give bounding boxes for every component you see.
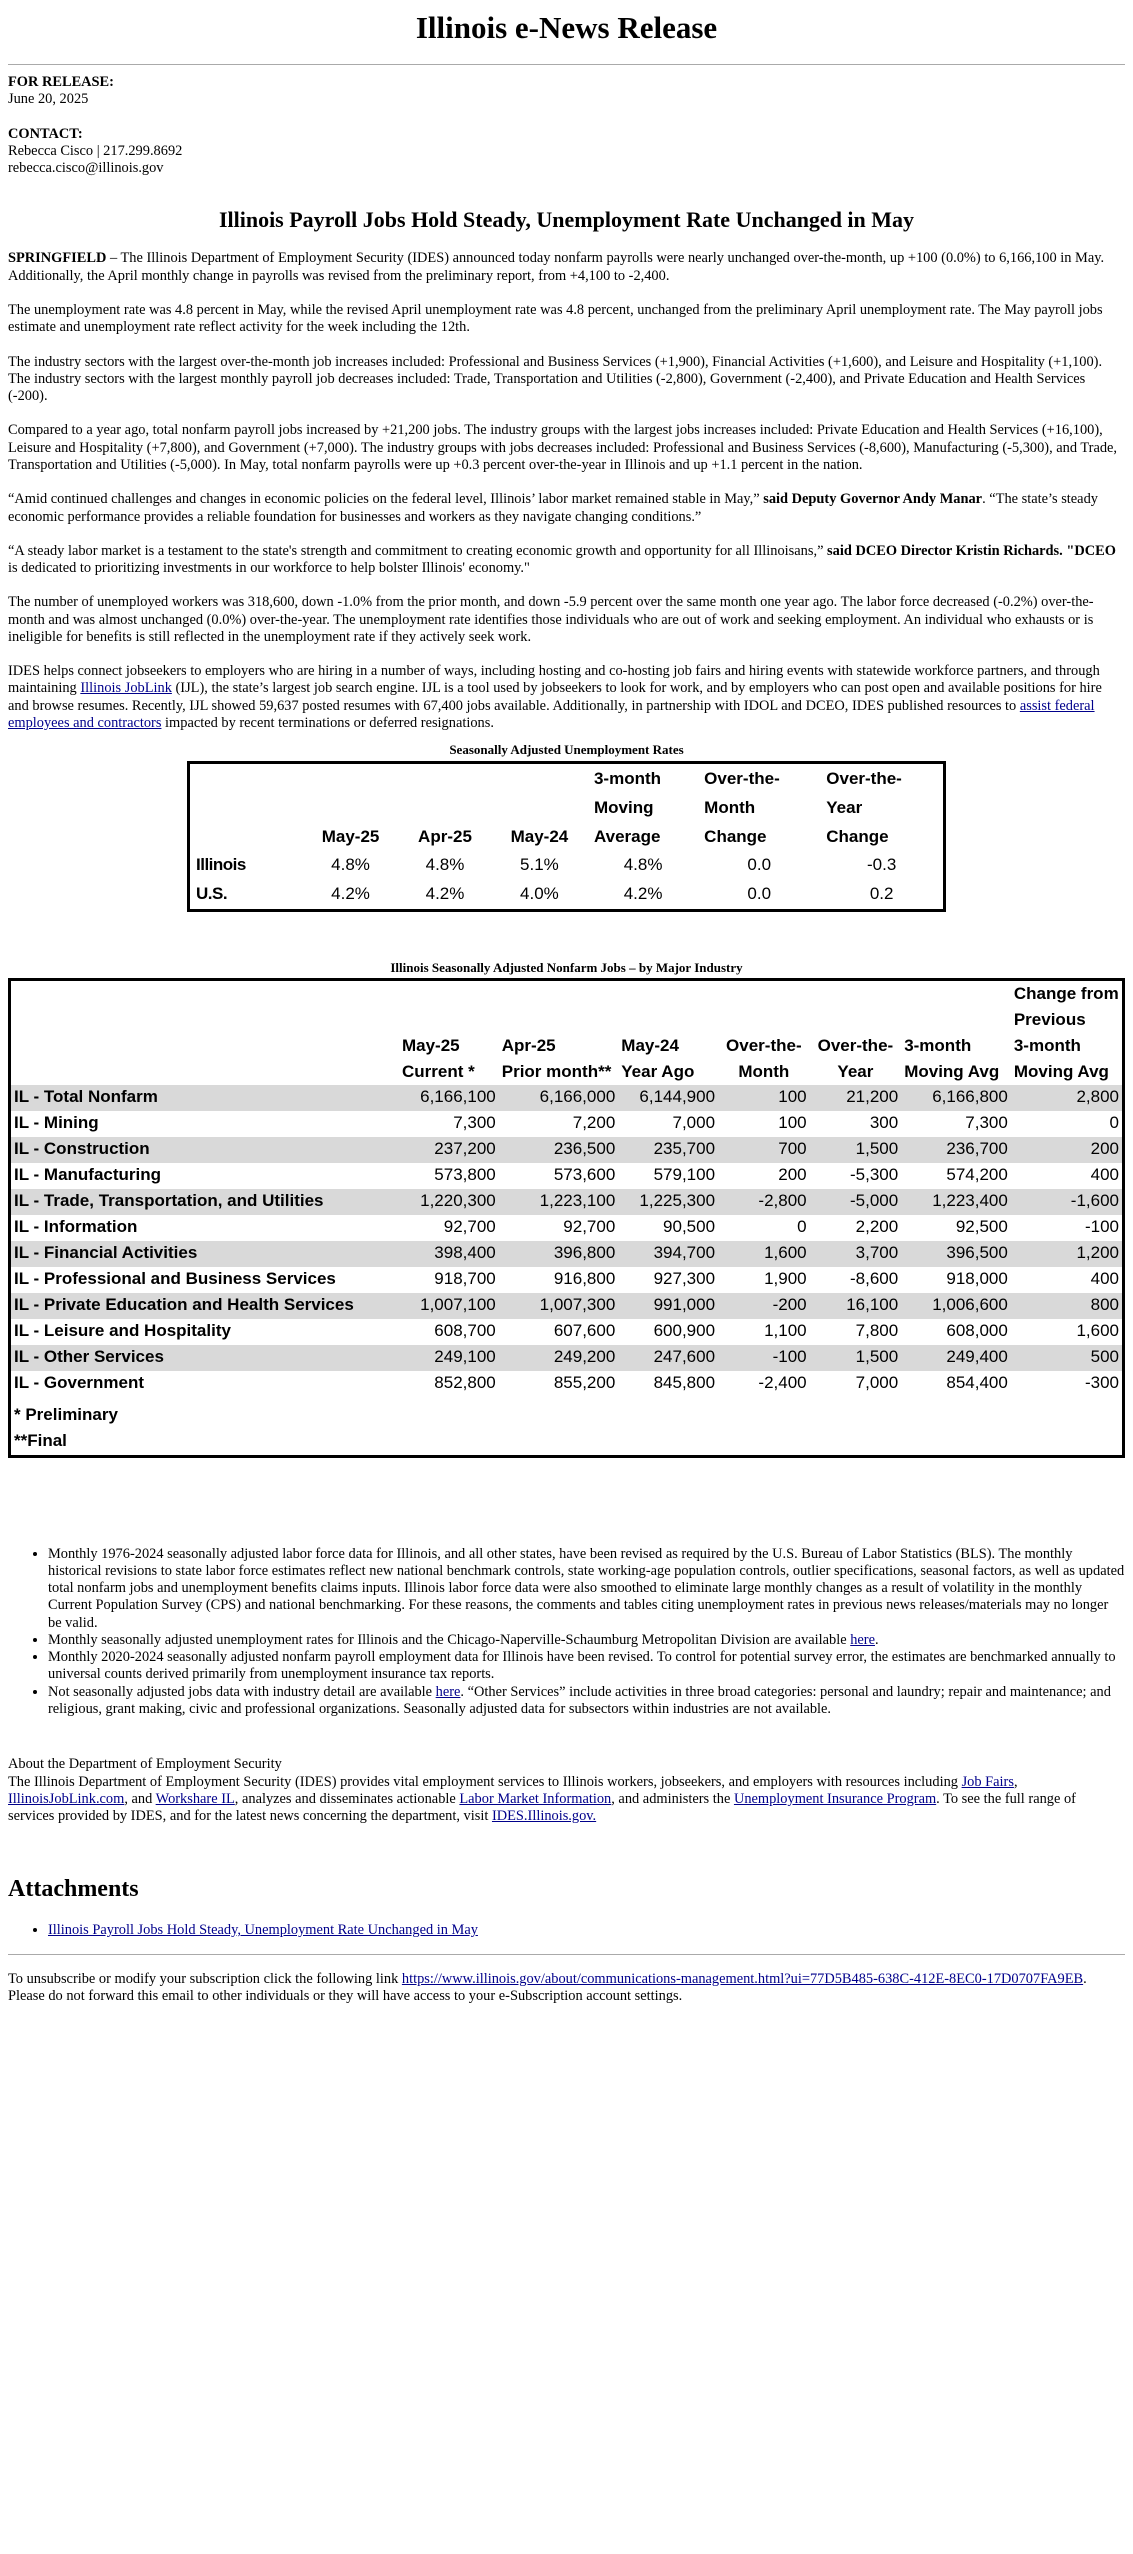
table-row (10, 1111, 1124, 1137)
table-header-row (189, 762, 945, 851)
table-cell: 100 (778, 1113, 807, 1133)
table-cell: 1,900 (764, 1269, 807, 1289)
row-label: IL - Other Services (10, 1345, 399, 1371)
contact-name-phone: Rebecca Cisco | 217.299.8692 (8, 142, 183, 159)
table-cell: 1,600 (1076, 1321, 1119, 1341)
row-label: IL - Government (14, 1373, 145, 1393)
table-cell: 852,800 (434, 1373, 496, 1393)
illinoisjoblink-link[interactable]: IllinoisJobLink.com (8, 1790, 125, 1807)
table-cell: -2,800 (718, 1189, 810, 1215)
table-row (10, 1267, 1124, 1293)
page-title: Illinois e-News Release (415, 10, 718, 45)
table-cell: 396,500 (901, 1241, 1011, 1267)
column-header: Over-the- Year Change (826, 768, 902, 846)
table-cell: 1,100 (764, 1321, 807, 1341)
table-cell: 4.2% (425, 884, 465, 904)
paragraph-ides-services: IDES helps connect jobseekers to employers who are hiring in a number of ways, including hosting and co-hosting job fairs and hiring events with statewide workforce partners, and through maintaining Illinois JobLink (IJL), the state’s largest job search engine. IJL is a tool used by jobseekers to look for work, and by employers who can post open and available positions for hire and browse resumes. Recently, IJL showed 59,637 posted resumes with 67,400 jobs available. Additionally, in partnership with IDOL and DCEO, IDES published resources to assist federal employees and contractors impacted by recent terminations or deferred resignations. (8, 663, 1102, 732)
table-cell: 0 (1109, 1113, 1119, 1133)
footnote-final: **Final (14, 1431, 67, 1451)
unsubscribe-text: To unsubscribe or modify your subscription click the following link https://www.illinois.gov/about/communications-management.html?ui=77D5B485-638C-412E-8EC0-17D0707FA9EB. Please do not forward this email to other individuals or they will have access to your e-Subscription account settings. (8, 1970, 1087, 2004)
release-label: FOR RELEASE: (8, 74, 114, 90)
table-cell: 916,800 (553, 1269, 616, 1289)
table-cell: 0.0 (747, 884, 772, 904)
table-cell: -100 (1084, 1217, 1119, 1237)
about-text: The Illinois Department of Employment Security (IDES) provides vital employment services to Illinois workers, jobseekers, and employers with resources including Job Fairs, IllinoisJobLink.com, and Workshare IL, analyzes and disseminates actionable Labor Market Information, and administers the Unemployment Insurance Program. To see the full range of services provided by IDES, and for the latest news concerning the department, visit IDES.Illinois.gov. (8, 1773, 1076, 1825)
table-cell: 918,000 (946, 1269, 1008, 1289)
table-cell: 398,400 (399, 1241, 499, 1267)
table-cell: -5,000 (810, 1189, 902, 1215)
table-cell: 249,200 (499, 1345, 619, 1371)
table-row (10, 1319, 1124, 1345)
table-cell: -300 (1084, 1373, 1119, 1393)
footnote-row (10, 1429, 1124, 1457)
table-cell: 800 (1011, 1293, 1124, 1319)
table-cell: 4.2% (331, 884, 370, 904)
note-labor-force-revisions: • Monthly 1976-2024 seasonally adjusted labor force data for Illinois, and all other states, have been revised as required by the U.S. Bureau of Labor Statistics (BLS). The monthly historical revisions to state labor force estimates reflect new national benchmark controls, state working-age population controls, outlier specifications, seasonal factors, as well as updated total nonfarm jobs and unemployment benefits claims inputs. Illinois labor force data were also smoothed to eliminate large monthly changes as a result of volatility in the monthly Current Population Survey (CPS) and national benchmarking. For these reasons, the comments and tables citing unemployment rates in previous news releases/materials may no longer be valid. (48, 1546, 1125, 1632)
table-row (189, 851, 945, 880)
column-header: Over-the- Month Change (704, 768, 780, 846)
column-header (10, 979, 399, 1085)
table-row (10, 1189, 1124, 1215)
table-cell: 90,500 (663, 1217, 716, 1237)
notes-list (8, 1546, 1125, 1719)
table-cell: 2,800 (1011, 1085, 1124, 1111)
release-info (8, 74, 1125, 177)
table-cell: 4.8% (623, 855, 663, 875)
column-header (189, 762, 303, 851)
table-cell: 608,000 (946, 1321, 1008, 1341)
table-cell: 5.1% (520, 855, 559, 875)
table-cell: 608,700 (434, 1321, 496, 1341)
row-label: IL - Mining (14, 1113, 99, 1133)
row-label: IL - Construction (10, 1137, 399, 1163)
table-cell: 1,223,400 (901, 1189, 1011, 1215)
row-label: IL - Private Education and Health Services (10, 1293, 399, 1319)
table-cell: 579,100 (653, 1165, 716, 1185)
table-cell: 4.8% (331, 855, 370, 875)
table-row (10, 1163, 1124, 1189)
unemployment-rates-here-link[interactable]: here (850, 1631, 875, 1648)
table-cell: 249,400 (901, 1345, 1011, 1371)
row-label: Illinois (196, 855, 246, 875)
table-cell: 100 (718, 1085, 810, 1111)
table-cell: 7,000 (672, 1113, 716, 1133)
row-label: IL - Manufacturing (14, 1165, 162, 1185)
ides-website-link[interactable]: IDES.Illinois.gov. (491, 1808, 597, 1825)
labor-market-information-link[interactable]: Labor Market Information (459, 1790, 612, 1807)
note-industry-detail: • Not seasonally adjusted jobs data with industry detail are available here. “Other Services” include activities in three broad categories: personal and laundry; repair and maintenance; and religious, grant making, civic and professional organizations. Seasonally adjusted data for subsectors within industries are not available. (48, 1684, 1125, 1719)
column-header: May-24 Year Ago (621, 1035, 695, 1081)
column-header: Apr-25 Prior month** (501, 1035, 612, 1081)
column-header: 3-month Moving Avg (904, 1035, 1000, 1081)
table-cell: -200 (718, 1293, 810, 1319)
table-cell: 500 (1011, 1345, 1124, 1371)
table-cell: 0.2 (869, 884, 894, 904)
table-cell: 1,600 (718, 1241, 810, 1267)
column-header: Apr-25 (418, 826, 472, 846)
table-row (10, 1371, 1124, 1397)
table-cell: 1,006,600 (901, 1293, 1011, 1319)
table-cell: 845,800 (653, 1373, 716, 1393)
illinois-joblink-link[interactable]: Illinois JobLink (80, 680, 172, 697)
table-cell: 6,166,100 (399, 1085, 499, 1111)
column-header: 3-month Moving Average (593, 768, 662, 846)
table-cell: 600,900 (653, 1321, 716, 1341)
paragraph-unemployed-workers: The number of unemployed workers was 318,600, down -1.0% from the prior month, and down -5.9 percent over the same month one year ago. The labor force decreased (-0.2%) over-the-month and was almost unchanged (0.0%) over-the-year. The unemployment rate identifies those individuals who are out of work and seeking employment. An individual who exhausts or is ineligible for benefits is still reflected in the unemployment rate if they actively seek work. (8, 594, 1094, 645)
table-cell: 1,500 (810, 1345, 902, 1371)
note-unemployment-rates: • Monthly seasonally adjusted unemployment rates for Illinois and the Chicago-Naperville-Schaumburg Metropolitan Division are available here. (48, 1632, 1125, 1649)
jobs-table-body (10, 1085, 1124, 1397)
table-row (10, 1085, 1124, 1111)
table-cell: 300 (869, 1113, 899, 1133)
table-cell: 854,400 (946, 1373, 1008, 1393)
footnote-preliminary: * Preliminary (14, 1405, 118, 1425)
table-cell: 92,700 (443, 1217, 496, 1237)
table-cell: 249,100 (399, 1345, 499, 1371)
table-row (189, 880, 945, 911)
row-label: IL - Information (14, 1217, 138, 1237)
table-cell: 7,800 (855, 1321, 899, 1341)
attachments-list (8, 1922, 1125, 1939)
row-label: IL - Total Nonfarm (10, 1085, 399, 1111)
workshare-il-link[interactable]: Workshare IL (155, 1790, 235, 1807)
table-cell: 4.2% (623, 884, 663, 904)
column-header: Over-the- Year (817, 1035, 894, 1081)
table-cell: 235,700 (618, 1137, 718, 1163)
paragraph-yearly-sectors: Compared to a year ago, total nonfarm payroll jobs increased by +21,200 jobs. The industry groups with the largest jobs increases included: Private Education and Health Services (+16,100), Leisure and Hospitality (+7,800), and Government (+7,000). The industry groups with jobs decreases included: Professional and Business Services (-8,600), Manufacturing (-5,300), and Trade, Transportation and Utilities (-5,000). In May, total nonfarm payrolls were up +0.3 percent over-the-year in Illinois and up +1.1 percent in the nation. (8, 422, 1118, 473)
table-cell: 1,225,300 (618, 1189, 718, 1215)
table-header-row (10, 979, 1124, 1085)
email-body (8, 0, 1125, 2005)
about-title: About the Department of Employment Security (8, 1756, 282, 1773)
contact-email: rebecca.cisco@illinois.gov (8, 160, 164, 177)
table-cell: 396,800 (499, 1241, 619, 1267)
paragraph-unemployment-rate: The unemployment rate was 4.8 percent in May, while the revised April unemployment rate was 4.8 percent, unchanged from the preliminary April unemployment rate. The May payroll jobs estimate and unemployment rate reflect activity for the week including the 12th. (8, 301, 1103, 336)
table-cell: 6,144,900 (618, 1085, 718, 1111)
table-cell: 7,300 (965, 1113, 1008, 1133)
table-cell: 21,200 (810, 1085, 902, 1111)
table-cell: 4.0% (520, 884, 559, 904)
paragraph-intro: SPRINGFIELD – The Illinois Department of Employment Security (IDES) announced today nonfarm payrolls were nearly unchanged over-the-month, up +100 (0.0%) to 6,166,100 in May. Additionally, the April monthly change in payrolls was revised from the preliminary report, from +4,100 to -2,400. (8, 250, 1105, 284)
table-cell: 1,500 (810, 1137, 902, 1163)
table-cell: 573,600 (553, 1165, 616, 1185)
divider (8, 64, 1125, 65)
job-fairs-link[interactable]: Job Fairs (961, 1773, 1014, 1790)
attachments-heading: Attachments (8, 1876, 139, 1903)
column-header: May-25 Current * (401, 1035, 475, 1081)
row-label: U.S. (196, 884, 228, 904)
table-cell: 200 (778, 1165, 807, 1185)
table-cell: 236,500 (499, 1137, 619, 1163)
column-header: May-24 (510, 826, 569, 846)
table-cell: 7,300 (453, 1113, 496, 1133)
table-cell: 6,166,000 (499, 1085, 619, 1111)
table-cell: 607,600 (553, 1321, 616, 1341)
row-label: IL - Trade, Transportation, and Utilities (10, 1189, 399, 1215)
table-cell: 1,007,100 (399, 1293, 499, 1319)
table-cell: 7,200 (572, 1113, 616, 1133)
industry-detail-here-link[interactable]: here (435, 1683, 461, 1700)
table-cell: -0.3 (866, 855, 897, 875)
column-header: Change from Previous 3-month Moving Avg (1013, 983, 1119, 1081)
table-cell: -2,400 (758, 1373, 807, 1393)
table-cell: 855,200 (553, 1373, 616, 1393)
quote-dceo-director: “A steady labor market is a testament to the state's strength and commitment to creating economic growth and opportunity for all Illinoisans,” said DCEO Director Kristin Richards. "DCEO is dedicated to prioritizing investments in our workforce to help bolster Illinois' economy." (8, 542, 1116, 577)
assist-federal-employees-link[interactable]: assist federal employees and contractors (8, 697, 1095, 732)
table-cell: 574,200 (946, 1165, 1008, 1185)
subscription-management-link[interactable]: https://www.illinois.gov/about/communications-management.html?ui=77D5B485-638C-412E-8EC0-17D0707FA9EB (401, 1970, 1084, 1987)
table-cell: 927,300 (653, 1269, 716, 1289)
table-cell: 1,223,100 (499, 1189, 619, 1215)
table-cell: 4.8% (425, 855, 465, 875)
about-section (8, 1756, 1125, 1825)
table-cell: 16,100 (810, 1293, 902, 1319)
table-cell: 237,200 (399, 1137, 499, 1163)
table-row (10, 1137, 1124, 1163)
table-cell: 1,200 (1011, 1241, 1124, 1267)
footnote-row (10, 1397, 1124, 1429)
table-row (10, 1293, 1124, 1319)
table-row (10, 1215, 1124, 1241)
table-cell: 394,700 (618, 1241, 718, 1267)
table-cell: 1,220,300 (399, 1189, 499, 1215)
table-row (10, 1241, 1124, 1267)
row-label: IL - Leisure and Hospitality (14, 1321, 231, 1341)
table-cell: 3,700 (810, 1241, 902, 1267)
table-cell: 0.0 (747, 855, 772, 875)
table-cell: 200 (1011, 1137, 1124, 1163)
divider (8, 1954, 1125, 1955)
quote-deputy-governor: “Amid continued challenges and changes in economic policies on the federal level, Illinois’ labor market remained stable in May,” said Deputy Governor Andy Manar. “The state’s steady economic performance provides a reliable foundation for businesses and workers as they navigate changing conditions.” (8, 491, 1098, 525)
dateline: SPRINGFIELD (8, 250, 107, 267)
table-cell: 400 (1090, 1269, 1119, 1289)
table-cell: 1,007,300 (499, 1293, 619, 1319)
attachment-link[interactable]: Illinois Payroll Jobs Hold Steady, Unemployment Rate Unchanged in May (48, 1922, 478, 1939)
table-cell: 0 (797, 1217, 807, 1237)
row-label: IL - Financial Activities (10, 1241, 399, 1267)
release-date: June 20, 2025 (8, 91, 89, 108)
table-cell: 7,000 (855, 1373, 899, 1393)
table-cell: 700 (718, 1137, 810, 1163)
column-header: Over-the- Month (726, 1035, 802, 1081)
attachment-item (48, 1922, 1125, 1939)
article-headline: Illinois Payroll Jobs Hold Steady, Unemployment Rate Unchanged in May (218, 207, 915, 233)
unemployment-rates-table (187, 761, 946, 912)
table-cell: 991,000 (618, 1293, 718, 1319)
table-cell: 918,700 (434, 1269, 496, 1289)
row-label: IL - Professional and Business Services (14, 1269, 336, 1289)
table-cell: 6,166,800 (901, 1085, 1011, 1111)
column-header: May-25 (321, 826, 380, 846)
table-cell: -1,600 (1011, 1189, 1124, 1215)
contact-label: CONTACT: (8, 125, 83, 142)
table-row (10, 1345, 1124, 1371)
table-cell: -5,300 (849, 1165, 899, 1185)
table-cell: 92,500 (955, 1217, 1008, 1237)
table-cell: -100 (718, 1345, 810, 1371)
table-cell: 236,700 (901, 1137, 1011, 1163)
unemployment-insurance-program-link[interactable]: Unemployment Insurance Program (733, 1790, 937, 1807)
table-cell: -8,600 (849, 1269, 899, 1289)
paragraph-monthly-sectors: The industry sectors with the largest over-the-month job increases included: Professional and Business Services (+1,900), Financial Activities (+1,600), and Leisure and Hospitality (+1,100). The industry sectors with the largest monthly payroll job decreases included: Trade, Transportation and Utilities (-2,800), Government (-2,400), and Private Education and Health Services (-200). (8, 353, 1103, 405)
table-cell: 247,600 (618, 1345, 718, 1371)
table-cell: 92,700 (563, 1217, 616, 1237)
table-cell: 400 (1090, 1165, 1119, 1185)
jobs-table-caption: Illinois Seasonally Adjusted Nonfarm Jobs – by Major Industry (390, 959, 743, 975)
note-payroll-revisions: • Monthly 2020-2024 seasonally adjusted nonfarm payroll employment data for Illinois have been revised. To control for potential survey error, the estimates are benchmarked annually to universal counts derived primarily from unemployment insurance tax reports. (48, 1649, 1125, 1684)
table-cell: 573,800 (434, 1165, 496, 1185)
table-cell: 2,200 (855, 1217, 899, 1237)
nonfarm-jobs-table (8, 978, 1125, 1458)
unemployment-table-caption: Seasonally Adjusted Unemployment Rates (449, 742, 684, 758)
